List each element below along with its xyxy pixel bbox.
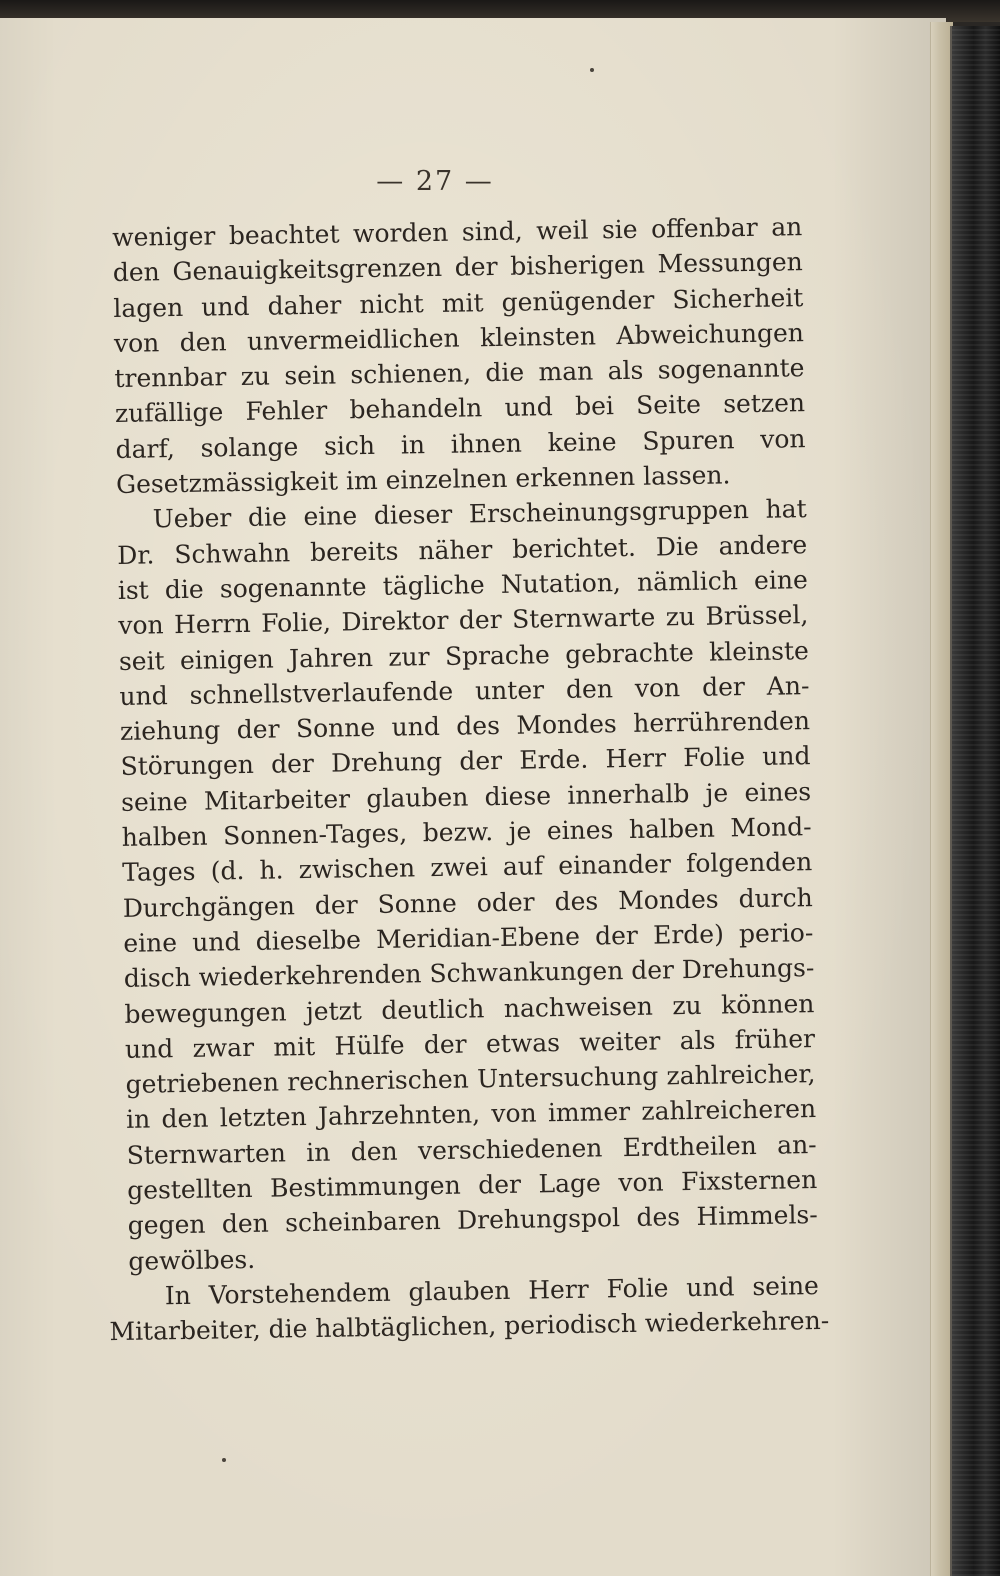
text-line: den Genauigkeitsgrenzen der bisherigen Messungen xyxy=(112,247,803,288)
text-line: Durchgängen der Sonne oder des Mondes durch xyxy=(122,882,813,923)
text-line: bewegungen jetzt deutlich nachweisen zu können xyxy=(124,988,815,1029)
book-page xyxy=(0,18,946,1576)
paragraph-2 xyxy=(116,492,818,1279)
text-line: ziehung der Sonne und des Mondes herrührenden xyxy=(119,706,811,747)
text-line: darf, solange sich in ihnen keine Spuren von xyxy=(115,423,806,464)
text-line: Tages (d. h. zwischen zwei auf einander folgenden xyxy=(122,847,813,888)
text-line: gestellten Bestimmungen der Lage von Fixsternen xyxy=(127,1165,818,1205)
text-line: seit einigen Jahren zur Sprache gebrachte kleinste xyxy=(118,635,810,676)
text-line: ist die sogenannte tägliche Nutation, nämlich eine xyxy=(117,565,808,605)
text-line: halben Sonnen-Tages, bezw. je eines halben Mond- xyxy=(121,812,812,852)
text-line: trennbar zu sein schienen, die man als sogenannte xyxy=(114,353,805,394)
text-line: lagen und daher nicht mit genügender Sicherheit xyxy=(113,282,804,323)
paper-speck xyxy=(222,1458,226,1462)
text-line: Dr. Schwahn bereits näher berichtet. Die andere xyxy=(117,529,808,570)
text-line: Gesetzmässigkeit im einzelnen erkennen lassen. xyxy=(115,460,731,500)
text-line: seine Mitarbeiter glauben diese innerhalb je eines xyxy=(120,776,812,817)
paragraph-1 xyxy=(112,209,806,502)
paragraph-3 xyxy=(109,1268,830,1349)
text-line: Sternwarten in den verschiedenen Erdtheilen an- xyxy=(126,1129,817,1170)
text-line: Mitarbeiter, die halbtäglichen, periodisch wiederkehren- xyxy=(109,1306,830,1347)
text-line: zufällige Fehler behandeln und bei Seite setzen xyxy=(114,388,806,429)
page-number: — 27 — xyxy=(376,166,494,197)
text-line: disch wiederkehrenden Schwankungen der Drehungs- xyxy=(123,953,815,994)
text-line: In Vorstehendem glauben Herr Folie und seine xyxy=(164,1270,820,1311)
book-binding xyxy=(952,26,1000,1576)
text-line: und schnellstverlaufende unter den von der An- xyxy=(119,670,810,711)
text-line: Störungen der Drehung der Erde. Herr Folie und xyxy=(120,741,811,782)
text-line: getriebenen rechnerischen Untersuchung zahlreicher, xyxy=(125,1059,816,1100)
text-line: und zwar mit Hülfe der etwas weiter als früher xyxy=(124,1023,816,1064)
text-line: gegen den scheinbaren Drehungspol des Himmels- xyxy=(127,1200,818,1241)
text-line: von Herrn Folie, Direktor der Sternwarte zu Brüssel, xyxy=(118,600,809,641)
text-line: weniger beachtet worden sind, weil sie offenbar an xyxy=(112,212,803,252)
text-line: Ueber die eine dieser Erscheinungsgruppen hat xyxy=(152,494,807,534)
text-line: in den letzten Jahrzehnten, von immer zahlreicheren xyxy=(125,1094,817,1135)
paper-speck xyxy=(590,68,594,72)
text-line: eine und dieselbe Meridian-Ebene der Erde) perio- xyxy=(123,918,814,958)
text-line: gewölbes. xyxy=(128,1244,256,1276)
body-text xyxy=(109,209,830,1349)
text-line: von den unvermeidlichen kleinsten Abweichungen xyxy=(113,318,805,358)
